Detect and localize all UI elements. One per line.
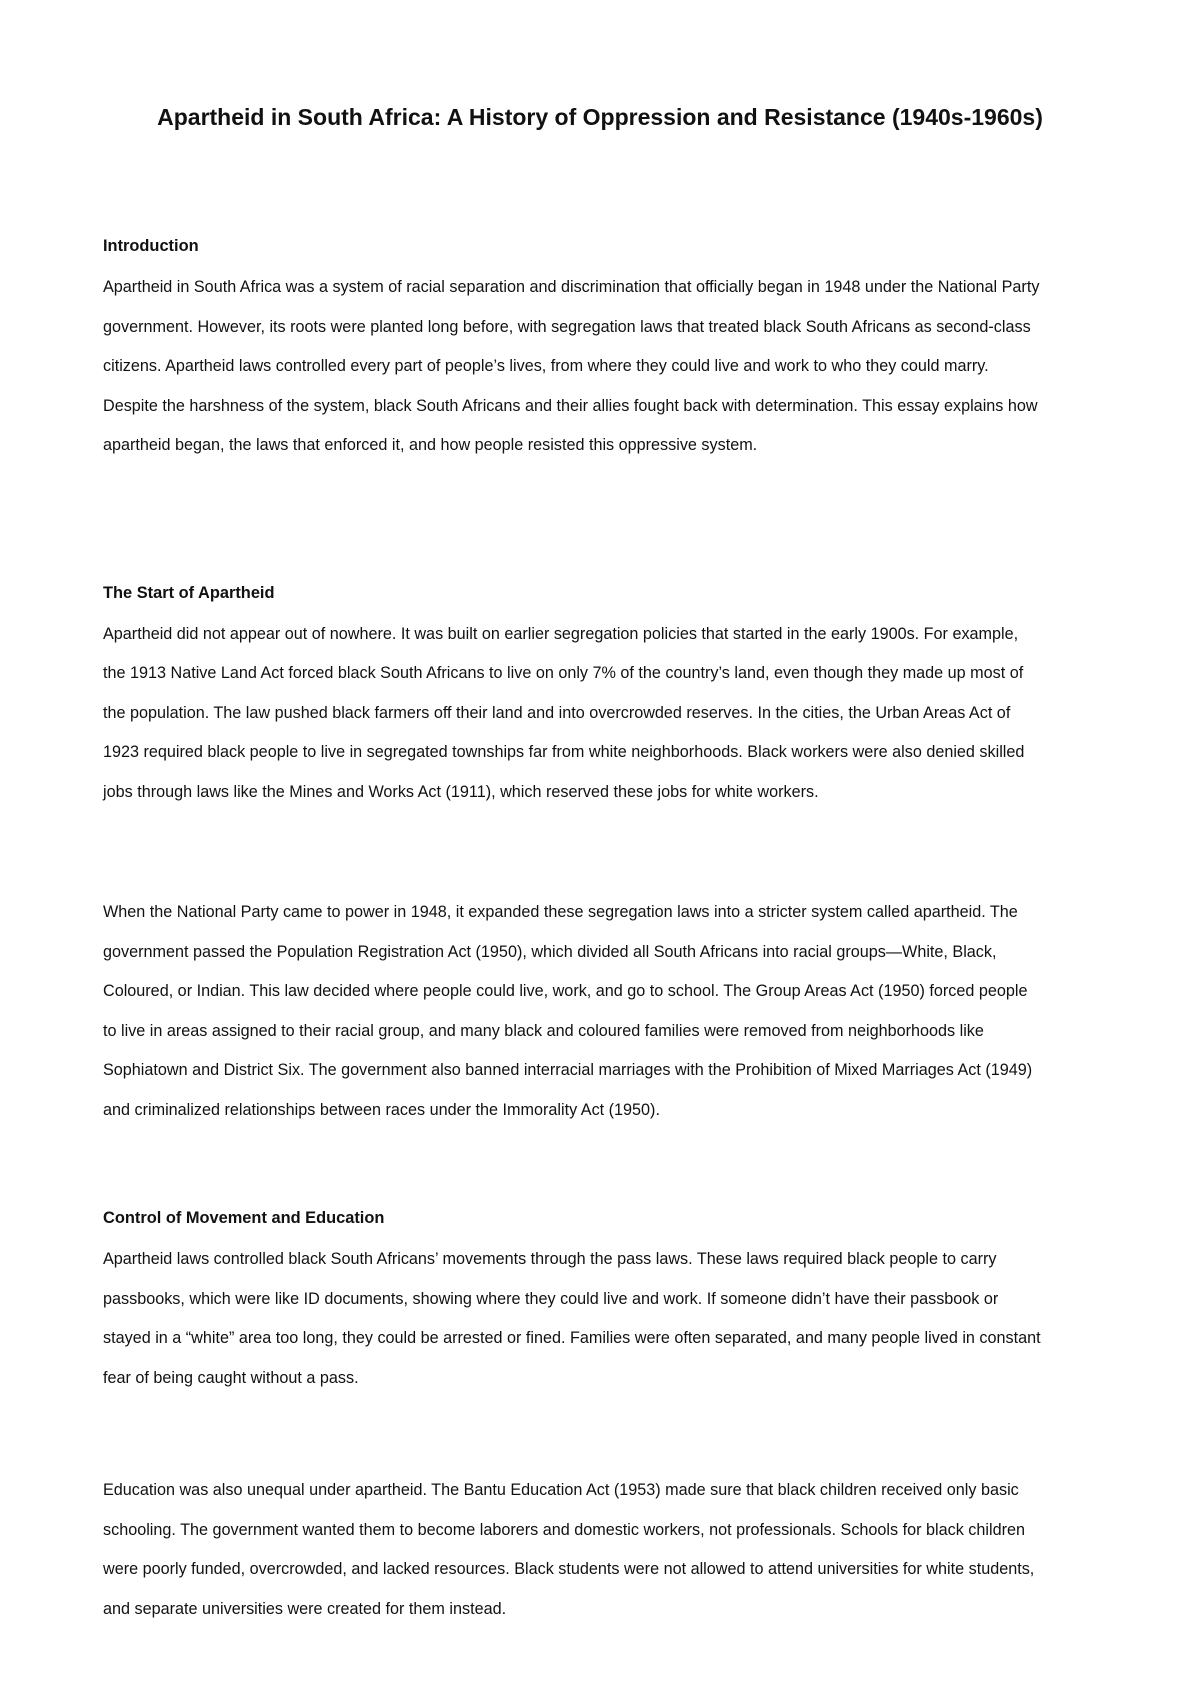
text-line: Apartheid laws controlled black South Africans’ movements through the pass laws. These laws required black people to carry xyxy=(103,1250,997,1268)
text-line: citizens. Apartheid laws controlled every part of people’s lives, from where they could live and work to who they could marry. xyxy=(103,357,989,375)
paragraph-spacer xyxy=(103,812,1103,893)
text-line: and criminalized relationships between races under the Immorality Act (1950). xyxy=(103,1100,660,1119)
text-line: passbooks, which were like ID documents, showing where they could live and work. If someone didn’t have their passbook or xyxy=(103,1289,999,1308)
paragraph xyxy=(103,1240,1103,1398)
section-heading: The Start of Apartheid xyxy=(103,583,275,602)
text-line: were poorly funded, overcrowded, and lacked resources. Black students were not allowed to attend universities for white students, xyxy=(103,1560,1035,1578)
text-line: Apartheid did not appear out of nowhere. It was built on earlier segregation policies that started in the early 1900s. For example, xyxy=(103,624,1019,643)
text-line: the population. The law pushed black farmers off their land and into overcrowded reserves. In the cities, the Urban Areas Act of xyxy=(103,703,1011,722)
text-line: stayed in a “white” area too long, they could be arrested or fined. Families were often separated, and many people lived in constant xyxy=(103,1329,1041,1347)
section-spacer xyxy=(103,466,1103,576)
text-line: Apartheid in South Africa was a system of racial separation and discrimination that officially began in 1948 under the National Party xyxy=(103,278,1040,296)
paragraph xyxy=(103,1471,1103,1629)
section-start-of-apartheid xyxy=(103,576,1103,1131)
paragraph xyxy=(103,893,1103,1130)
section-control-of-movement-and-education xyxy=(103,1201,1103,1629)
text-line: and separate universities were created for them instead. xyxy=(103,1599,507,1618)
section-heading: Introduction xyxy=(103,237,199,255)
text-line: 1923 required black people to live in segregated townships far from white neighborhoods. Black workers were also denied skilled xyxy=(103,743,1025,761)
text-line: the 1913 Native Land Act forced black South Africans to live on only 7% of the country’s land, even though they made up most of xyxy=(103,664,1024,682)
document-title: Apartheid in South Africa: A History of Oppression and Resistance (1940s-1960s) xyxy=(157,104,1043,130)
text-line: government passed the Population Registration Act (1950), which divided all South Africans into racial groups—White, Black, xyxy=(103,942,997,961)
section-introduction xyxy=(103,229,1103,466)
text-line: Despite the harshness of the system, black South Africans and their allies fought back with determination. This essay explains how xyxy=(103,396,1038,415)
text-line: Education was also unequal under apartheid. The Bantu Education Act (1953) made sure that black children received only basic xyxy=(103,1481,1019,1499)
section-heading: Control of Movement and Education xyxy=(103,1209,385,1227)
text-line: Sophiatown and District Six. The government also banned interracial marriages with the Prohibition of Mixed Marriages Act (1949) xyxy=(103,1061,1033,1079)
section-spacer xyxy=(103,1130,1103,1201)
text-line: When the National Party came to power in 1948, it expanded these segregation laws into a stricter system called apartheid. The xyxy=(103,903,1018,921)
text-line: schooling. The government wanted them to become laborers and domestic workers, not professionals. Schools for black children xyxy=(103,1520,1025,1539)
text-line: Coloured, or Indian. This law decided where people could live, work, and go to school. The Group Areas Act (1950) forced people xyxy=(103,982,1028,1000)
text-line: fear of being caught without a pass. xyxy=(103,1368,359,1387)
text-line: jobs through laws like the Mines and Works Act (1911), which reserved these jobs for white workers. xyxy=(103,782,819,801)
text-line: apartheid began, the laws that enforced it, and how people resisted this oppressive system. xyxy=(103,436,758,454)
paragraph-spacer xyxy=(103,1398,1103,1471)
paragraph xyxy=(103,615,1103,813)
text-line: government. However, its roots were planted long before, with segregation laws that treated black South Africans as second-class xyxy=(103,317,1031,336)
text-line: to live in areas assigned to their racial group, and many black and coloured families were removed from neighborhoods like xyxy=(103,1021,984,1040)
document-body xyxy=(103,229,1103,1629)
paragraph xyxy=(103,268,1103,466)
